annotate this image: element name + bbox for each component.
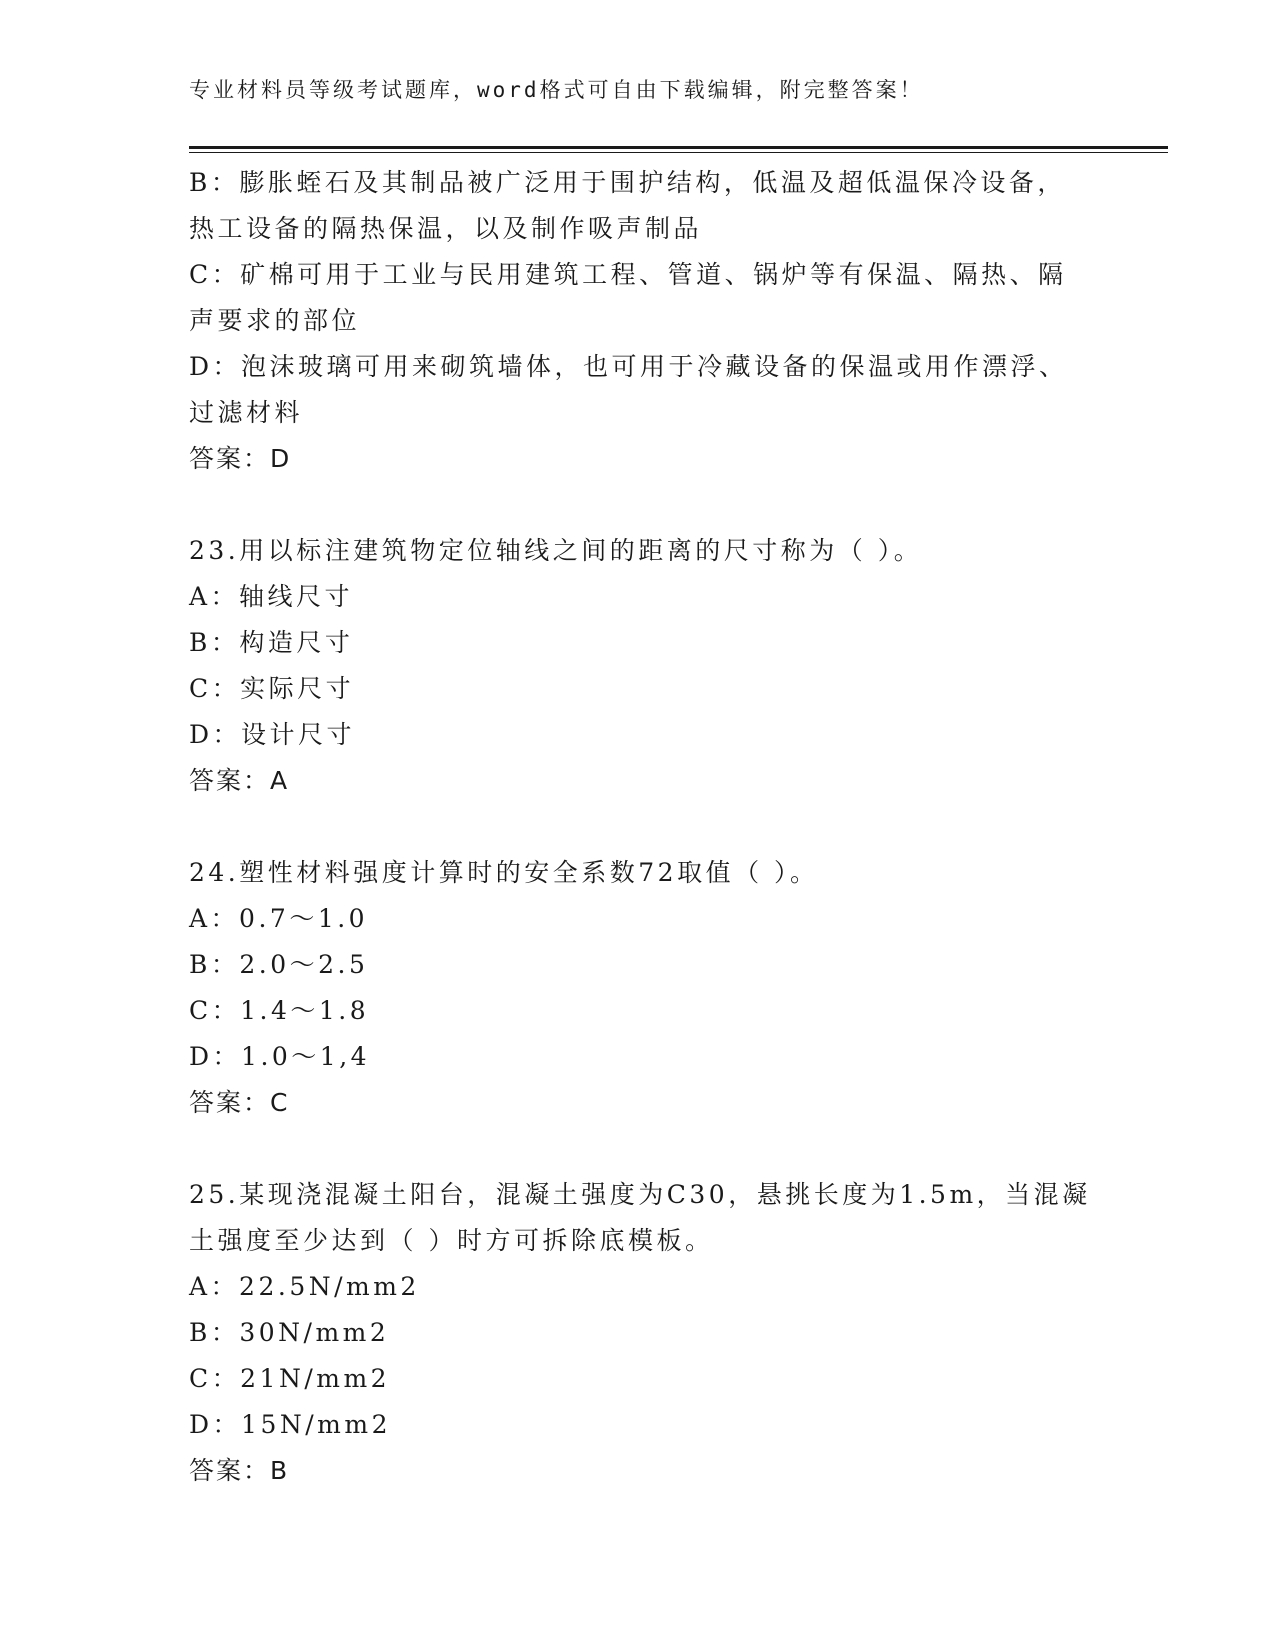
option-a: A：22.5N/mm2 [189,1272,420,1301]
option-a: A：0.7～1.0 [189,904,369,933]
question-content [189,160,1089,1494]
option-c: C：1.4～1.8 [189,996,370,1025]
option-d-line-1: D：泡沫玻璃可用来砌筑墙体，也可用于冷藏设备的保温或用作漂浮、 [189,352,1068,381]
previous-question-block [189,160,1089,482]
option-b: B：30N/mm2 [189,1318,390,1347]
option-b-line-1: B：膨胀蛭石及其制品被广泛用于围护结构，低温及超低温保冷设备， [189,168,1066,197]
option-b-line-2: 热工设备的隔热保温，以及制作吸声制品 [189,214,703,243]
question-stem-line-2: 土强度至少达到（ ）时方可拆除底模板。 [189,1226,714,1255]
question-stem-line-1: 25.某现浇混凝土阳台，混凝土强度为C30，悬挑长度为1.5m，当混凝 [189,1180,1091,1209]
spacer [189,482,1089,528]
question-23-block [189,528,1089,804]
question-25-block [189,1172,1089,1494]
option-a: A：轴线尺寸 [189,582,354,611]
question-stem: 24.塑性材料强度计算时的安全系数72取值（ ）。 [189,858,819,887]
header-rule-thick [189,146,1168,149]
page-header: 专业材料员等级考试题库，word格式可自由下载编辑，附完整答案！ [189,78,924,102]
option-d-line-2: 过滤材料 [189,398,304,427]
spacer [189,1126,1089,1172]
question-24-block [189,850,1089,1126]
answer-line: 答案：A [189,766,290,795]
question-stem: 23.用以标注建筑物定位轴线之间的距离的尺寸称为（ ）。 [189,536,923,565]
option-c-line-2: 声要求的部位 [189,306,361,335]
spacer [189,804,1089,850]
option-d: D：1.0～1,4 [189,1042,371,1071]
answer-line: 答案：C [189,1088,290,1117]
answer-line: 答案：D [189,444,292,473]
header-rule-thin [189,152,1168,153]
option-d: D：设计尺寸 [189,720,356,749]
answer-line: 答案：B [189,1456,290,1485]
option-d: D：15N/mm2 [189,1410,391,1439]
option-b: B：构造尺寸 [189,628,354,657]
option-c: C：实际尺寸 [189,674,355,703]
option-c: C：21N/mm2 [189,1364,391,1393]
option-b: B：2.0～2.5 [189,950,369,979]
option-c-line-1: C：矿棉可用于工业与民用建筑工程、管道、锅炉等有保温、隔热、隔 [189,260,1067,289]
